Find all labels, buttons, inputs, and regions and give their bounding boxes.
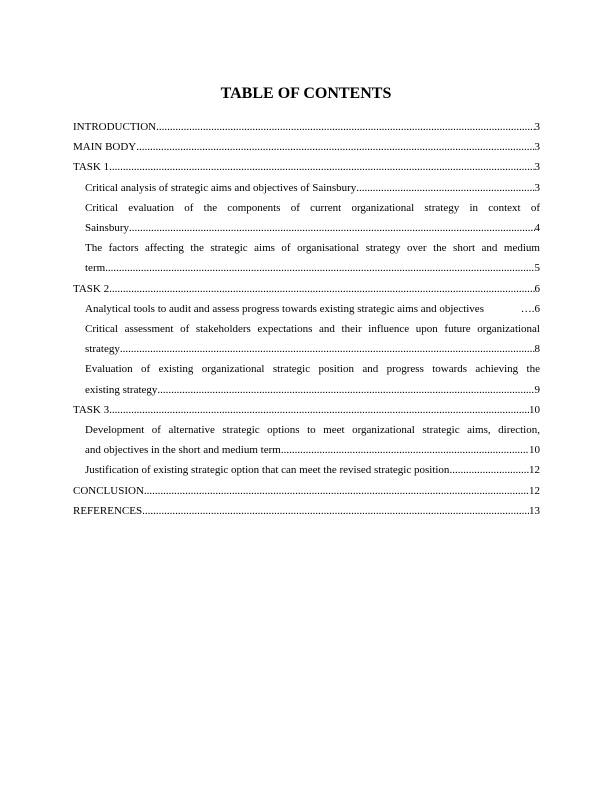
toc-leader xyxy=(109,279,534,299)
toc-page-number: 13 xyxy=(529,504,540,517)
toc-leader xyxy=(356,178,534,198)
toc-leader xyxy=(120,339,535,359)
toc-leader xyxy=(281,440,529,460)
toc-entry-label-line1: Development of alternative strategic options to meet organizational strategic aims, direction, xyxy=(85,424,540,437)
toc-leader xyxy=(105,258,534,278)
toc-entry-factors-affecting[interactable] xyxy=(73,238,540,278)
page-title: TABLE OF CONTENTS xyxy=(220,85,392,102)
toc-page-number: 10 xyxy=(529,444,540,457)
toc-page-number: 3 xyxy=(534,141,540,154)
toc-leader xyxy=(109,400,529,420)
toc-entry-label-line1: Critical assessment of stakeholders expectations and their influence upon future organizational xyxy=(85,323,540,336)
toc-page-number: 4 xyxy=(534,222,540,235)
toc-entry-stakeholders[interactable] xyxy=(73,319,540,359)
toc-leader xyxy=(142,501,529,521)
toc-entry-label-line1: Critical evaluation of the components of current organizational strategy in context of xyxy=(85,201,540,214)
toc-entry-label-line1: The factors affecting the strategic aims of organisational strategy over the short and medium xyxy=(85,242,540,255)
toc-entry-task-1[interactable] xyxy=(73,157,540,177)
toc-leader xyxy=(129,218,535,238)
toc-entry-analytical-tools[interactable] xyxy=(73,299,540,319)
toc-entry-label-line2: term xyxy=(85,262,106,275)
toc-entry-main-body[interactable] xyxy=(73,137,540,157)
toc-entry-label: Analytical tools to audit and assess progress towards existing strategic aims and objectives xyxy=(85,302,484,315)
toc-entry-references[interactable] xyxy=(73,501,540,521)
toc-entry-label-line2: existing strategy xyxy=(85,383,158,396)
toc-entry-evaluation-position[interactable] xyxy=(73,359,540,399)
toc-page-number: 3 xyxy=(534,161,540,174)
toc-entry-label: CONCLUSION xyxy=(73,484,144,497)
toc-entry-label-line2: and objectives in the short and medium term xyxy=(85,444,281,457)
toc-entry-label: TASK 3 xyxy=(73,403,110,416)
toc-page-number: 3 xyxy=(534,181,540,194)
toc-page-number: 5 xyxy=(534,262,540,275)
toc-entry-label: Justification of existing strategic option that can meet the revised strategic position xyxy=(85,464,450,477)
toc-page-number: 12 xyxy=(529,484,540,497)
toc-page-number: 10 xyxy=(529,403,540,416)
toc-leader xyxy=(136,137,534,157)
toc-leader xyxy=(109,157,534,177)
table-of-contents xyxy=(73,117,540,521)
toc-leader xyxy=(157,380,534,400)
toc-page-number: 6 xyxy=(534,282,540,295)
toc-entry-label: INTRODUCTION xyxy=(73,121,157,133)
toc-leader xyxy=(156,117,534,137)
toc-leader: …. xyxy=(520,302,535,315)
toc-entry-label-line2: Sainsbury xyxy=(85,222,129,235)
toc-leader xyxy=(449,460,529,480)
toc-entry-critical-evaluation[interactable] xyxy=(73,198,540,238)
toc-entry-task-2[interactable] xyxy=(73,279,540,299)
toc-entry-label: TASK 1 xyxy=(73,161,110,174)
toc-entry-task-3[interactable] xyxy=(73,400,540,420)
toc-entry-introduction[interactable] xyxy=(73,117,540,137)
toc-entry-label: TASK 2 xyxy=(73,282,110,295)
toc-entry-label: MAIN BODY xyxy=(73,141,137,154)
toc-page-number: 8 xyxy=(534,343,540,356)
toc-page-number: 6 xyxy=(534,302,540,315)
toc-entry-justification[interactable] xyxy=(73,460,540,480)
toc-page-number: 9 xyxy=(534,383,540,396)
toc-page-number: 3 xyxy=(534,121,540,133)
toc-page-number: 12 xyxy=(529,464,540,477)
toc-leader xyxy=(144,481,529,501)
toc-entry-label-line1: Evaluation of existing organizational strategic position and progress towards achieving the xyxy=(85,363,540,376)
toc-entry-label: Critical analysis of strategic aims and objectives of Sainsbury xyxy=(85,181,357,194)
toc-entry-critical-analysis[interactable] xyxy=(73,178,540,198)
toc-entry-conclusion[interactable] xyxy=(73,481,540,501)
toc-entry-development-options[interactable] xyxy=(73,420,540,460)
toc-entry-label-line2: strategy xyxy=(85,343,120,356)
toc-entry-label: REFERENCES xyxy=(73,504,143,517)
